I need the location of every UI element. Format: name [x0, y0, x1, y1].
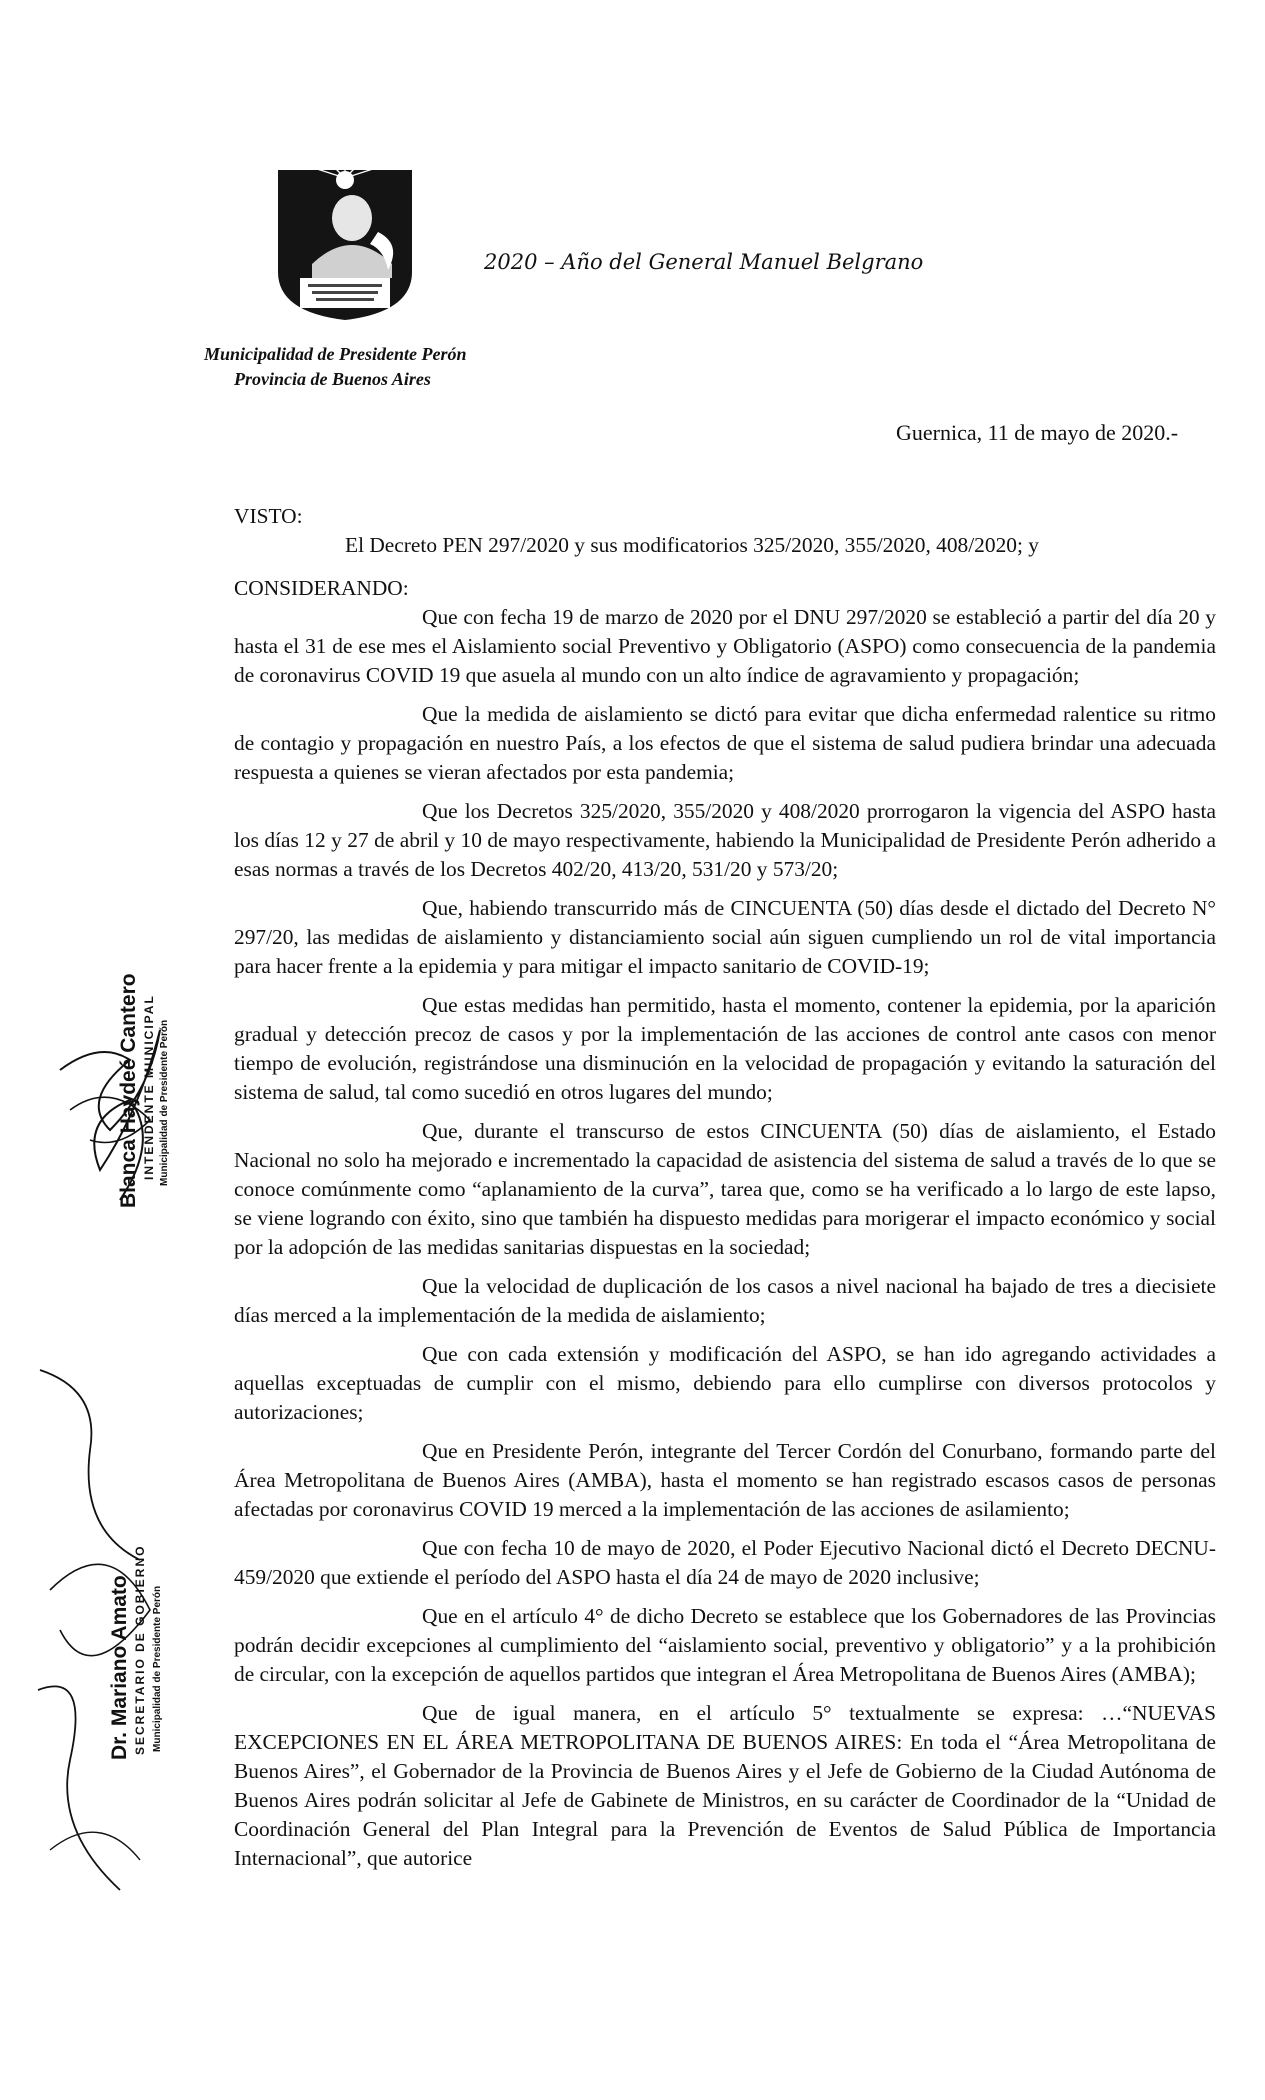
municipal-seal-logo: [272, 152, 418, 322]
secretario-institution: Municipalidad de Presidente Perón: [152, 1585, 163, 1752]
considerando-label: CONSIDERANDO:: [234, 576, 409, 600]
considerando-paragraph: Que con fecha 10 de mayo de 2020, el Poder Ejecutivo Nacional dictó el Decreto DECNU-459/2020 que extiende el período del ASPO hasta el día 24 de mayo de 2020 inclusive;: [234, 1536, 1216, 1589]
considerando-paragraph: Que los Decretos 325/2020, 355/2020 y 408/2020 prorrogaron la vigencia del ASPO hasta los días 12 y 27 de abril y 10 de mayo respectivamente, habiendo la Municipalidad de Presidente Perón adherido a esas normas a través de los Decretos 402/20, 413/20, 531/20 y 573/20;: [234, 799, 1216, 881]
municipality-name: Municipalidad de Presidente Perón: [204, 344, 467, 364]
year-motto: 2020 – Año del General Manuel Belgrano: [484, 250, 924, 274]
considerando-paragraph: Que estas medidas han permitido, hasta el momento, contener la epidemia, por la aparición gradual y detección precoz de casos y por la implementación de las acciones de control ante casos con menor tiempo de evolución, registrándose una disminución en la velocidad de propagación y evitando la saturación del sistema de salud, tal como sucedió en otros lugares del mundo;: [234, 993, 1216, 1104]
intendente-name: Blanca Haydeé Cantero: [117, 973, 140, 1208]
visto-label: VISTO:: [234, 504, 303, 528]
secretario-role: SECRETARIO DE GOBIERNO: [133, 1544, 147, 1755]
secretario-name: Dr. Mariano Amato: [108, 1575, 131, 1760]
considerando-paragraph: Que con fecha 19 de marzo de 2020 por el DNU 297/2020 se estableció a partir del día 20 y hasta el 31 de ese mes el Aislamiento social Preventivo y Obligatorio (ASPO) como consecuencia de la pandemia de coronavirus COVID 19 que asuela al mundo con un alto índice de agravamiento y propagación;: [234, 605, 1216, 687]
document-body: [234, 502, 1216, 1873]
intendente-institution: Municipalidad de Presidente Perón: [159, 1019, 170, 1186]
considerando-paragraph: Que de igual manera, en el artículo 5° textualmente se expresa: …“NUEVAS EXCEPCIONES EN EL ÁREA METROPOLITANA DE BUENOS AIRES: En toda el “Área Metropolitana de Buenos Aires”, el Gobernador de la Provincia de Buenos Aires y el Jefe de Gobierno de la Ciudad Autónoma de Buenos Aires podrán solicitar al Jefe de Gabinete de Ministros, en su carácter de Coordinador de la “Unidad de Coordinación General del Plan Integral para la Prevención de Eventos de Salud Pública de Importancia Internacional”, que autorice: [234, 1701, 1216, 1870]
considerando-paragraph: Que con cada extensión y modificación del ASPO, se han ido agregando actividades a aquellas exceptuadas de cumplir con el mismo, debiendo para ello cumplirse con diversos protocolos y autorizaciones;: [234, 1342, 1216, 1424]
visto-text: El Decreto PEN 297/2020 y sus modificatorios 325/2020, 355/2020, 408/2020; y: [345, 533, 1039, 557]
dateline: Guernica, 11 de mayo de 2020.-: [896, 420, 1179, 445]
considerando-paragraph: Que, habiendo transcurrido más de CINCUENTA (50) días desde el dictado del Decreto N° 297/20, las medidas de aislamiento y distanciamiento social aún siguen cumpliendo un rol de vital importancia para hacer frente a la epidemia y para mitigar el impacto sanitario de COVID-19;: [234, 896, 1216, 978]
province-name: Provincia de Buenos Aires: [234, 369, 431, 389]
considerando-paragraph: Que en Presidente Perón, integrante del Tercer Cordón del Conurbano, formando parte del Área Metropolitana de Buenos Aires (AMBA), hasta el momento se han registrado escasos casos de personas afectadas por coronavirus COVID 19 merced a la implementación de las acciones de asilamiento;: [234, 1439, 1216, 1521]
considerando-paragraph: Que la medida de aislamiento se dictó para evitar que dicha enfermedad ralentice su ritmo de contagio y propagación en nuestro País, a los efectos de que el sistema de salud pudiera brindar una adecuada respuesta a quienes se vieran afectados por esta pandemia;: [234, 702, 1216, 784]
considerando-paragraph: Que la velocidad de duplicación de los casos a nivel nacional ha bajado de tres a diecisiete días merced a la implementación de la medida de aislamiento;: [234, 1274, 1216, 1327]
considerando-paragraph: Que en el artículo 4° de dicho Decreto se establece que los Gobernadores de las Provincias podrán decidir excepciones al cumplimiento del “aislamiento social, preventivo y obligatorio” y a la prohibición de circular, con la excepción de aquellos partidos que integran el Área Metropolitana de Buenos Aires (AMBA);: [234, 1604, 1216, 1686]
considerando-paragraph: Que, durante el transcurso de estos CINCUENTA (50) días de aislamiento, el Estado Nacional no solo ha mejorado e incrementado la capacidad de asistencia del sistema de salud a través de lo que se conoce comúnmente como “aplanamiento de la curva”, tarea que, como se ha verificado a lo largo de este lapso, se viene logrando con éxito, sino que también ha dispuesto medidas para morigerar el impacto económico y social por la adopción de las medidas sanitarias dispuestas en la sociedad;: [234, 1119, 1216, 1259]
intendente-role: INTENDENTE MUNICIPAL: [142, 994, 156, 1180]
